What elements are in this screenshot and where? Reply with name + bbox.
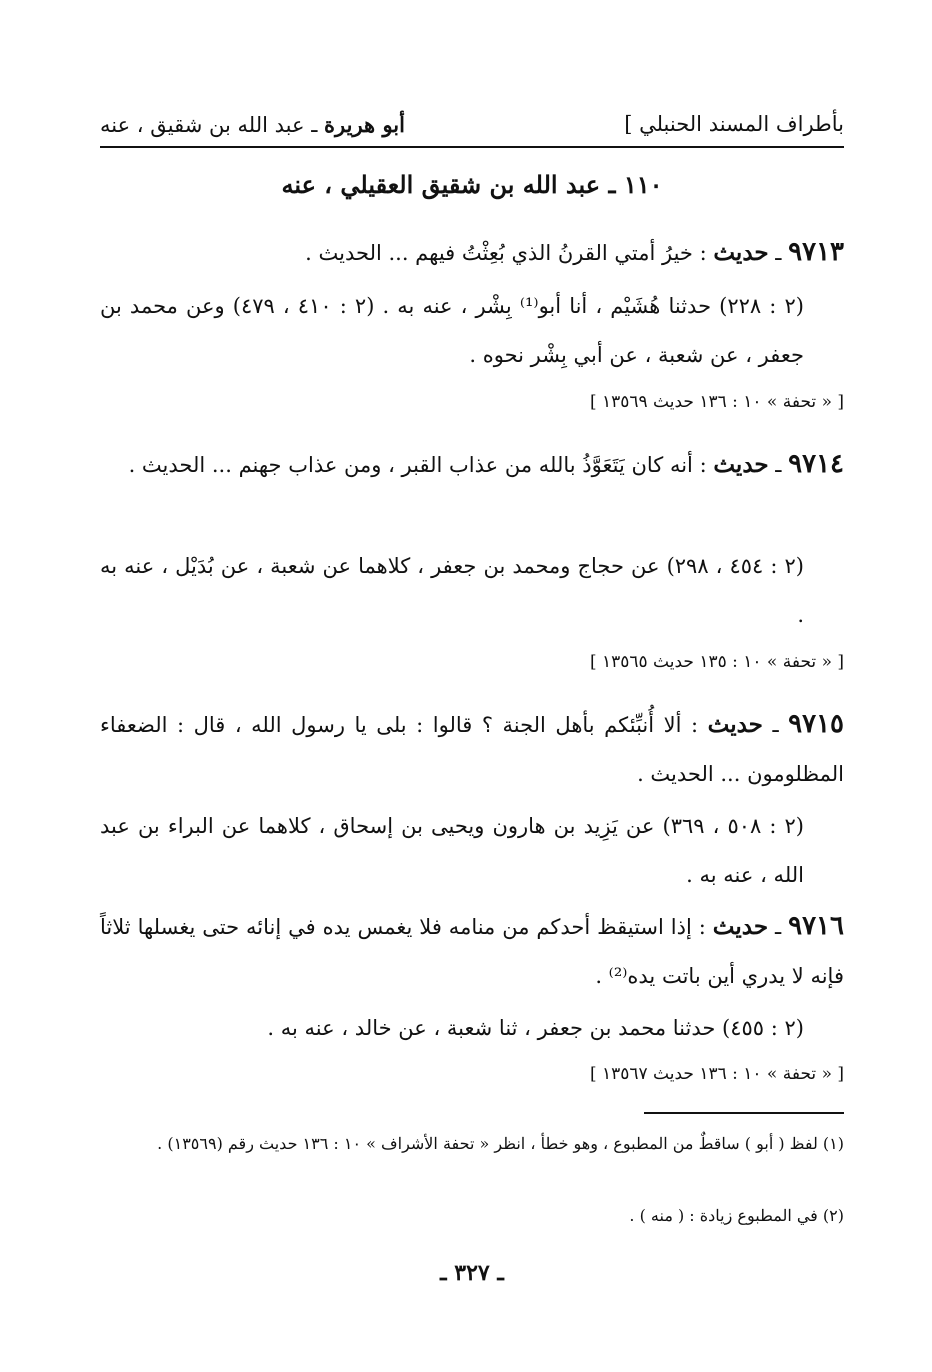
hadith-keyword: حديث	[713, 239, 769, 266]
header-divider	[100, 146, 844, 148]
hadith-chain: (٢ : ٤٥٥) حدثنا محمد بن جعفر ، ثنا شعبة ، عن خالد ، عنه به .	[267, 1016, 804, 1040]
hadith-keyword: حديث	[713, 451, 769, 478]
hadith-keyword: حديث	[707, 711, 763, 738]
hadith-number: ٩٧١٤	[788, 449, 844, 479]
hadith-number: ٩٧١٥	[788, 709, 845, 739]
hadith-keyword: حديث	[712, 913, 769, 940]
hadith-text: أنه كان يَتَعَوَّذُ بالله من عذاب القبر ، ومن عذاب جهنم ... الحديث .	[128, 453, 693, 477]
hadith-entry: ٩٧١٣ ـ حديث : خيرُ أمتي القرنُ الذي بُعِثْتُ فيهم ... الحديث .	[305, 237, 844, 267]
header-companion-name: أبو هريرة	[324, 112, 405, 137]
hadith-number: ٩٧١٣	[788, 237, 844, 267]
hadith-entry: ٩٧١٥ ـ حديث : ألا أُنبِّئكم بأهل الجنة ؟ قالوا : بلى يا رسول الله ، قال : الضعفاء المظلومون ... الحديث .	[100, 709, 845, 786]
hadith-chain: (٢ : ٤٥٤ ، ٢٩٨) عن حجاج ومحمد بن جعفر ، كلاهما عن شعبة ، عن بُدَيْل ، عنه به .	[100, 554, 804, 627]
hadith-entry: ٩٧١٦ ـ حديث : إذا استيقظ أحدكم من منامه فلا يغمس يده في إنائه حتى يغسلها ثلاثاً فإنه لا يدري أين باتت يده⁽²⁾ .	[100, 911, 844, 988]
footnote: (١) لفظ ( أبو ) ساقطٌ من المطبوع ، وهو خطأ ، انظر « تحفة الأشراف » ١٠ : ١٣٦ حديث رقم (١٣٥٦٩) .	[157, 1134, 844, 1153]
tuhfa-reference: [ « تحفة » ١٠ : ١٣٦ حديث ١٣٥٦٧ ]	[589, 1064, 844, 1084]
hadith-text: ألا أُنبِّئكم بأهل الجنة ؟ قالوا : بلى يا رسول الله ، قال : الضعفاء المظلومون ... الحديث .	[100, 713, 844, 786]
hadith-text: خيرُ أمتي القرنُ الذي بُعِثْتُ فيهم ... الحديث .	[305, 241, 693, 265]
section-title: ١١٠ ـ عبد الله بن شقيق العقيلي ، عنه	[281, 170, 663, 199]
hadith-number: ٩٧١٦	[788, 911, 844, 941]
page-number: ـ ٣٢٧ ـ	[440, 1260, 504, 1286]
footnote: (٢) في المطبوع زيادة : ( منه ) .	[629, 1206, 844, 1225]
tuhfa-reference: [ « تحفة » ١٠ : ١٣٦ حديث ١٣٥٦٩ ]	[589, 392, 844, 412]
running-header-chapter	[100, 112, 405, 137]
footnote-divider	[644, 1112, 844, 1114]
hadith-text: إذا استيقظ أحدكم من منامه فلا يغمس يده في إنائه حتى يغسلها ثلاثاً فإنه لا يدري أين باتت يده⁽²⁾ .	[100, 915, 844, 988]
hadith-chain: (٢ : ٢٢٨) حدثنا هُشَيْم ، أنا أبو⁽¹⁾ بِشْر ، عنه به . (٢ : ٤١٠ ، ٤٧٩) وعن محمد بن جعفر ، عن شعبة ، عن أبي بِشْر نحوه .	[100, 294, 804, 367]
hadith-entry: ٩٧١٤ ـ حديث : أنه كان يَتَعَوَّذُ بالله من عذاب القبر ، ومن عذاب جهنم ... الحديث .	[128, 449, 844, 479]
hadith-chain: (٢ : ٥٠٨ ، ٣٦٩) عن يَزِيد بن هارون ويحيى بن إسحاق ، كلاهما عن البراء بن عبد الله ، عنه به .	[100, 814, 804, 887]
running-header-title: بأطراف المسند الحنبلي ]	[624, 112, 844, 136]
tuhfa-reference: [ « تحفة » ١٠ : ١٣٥ حديث ١٣٥٦٥ ]	[589, 652, 844, 672]
header-narrator-name: ـ عبد الله بن شقيق ، عنه	[100, 113, 325, 137]
